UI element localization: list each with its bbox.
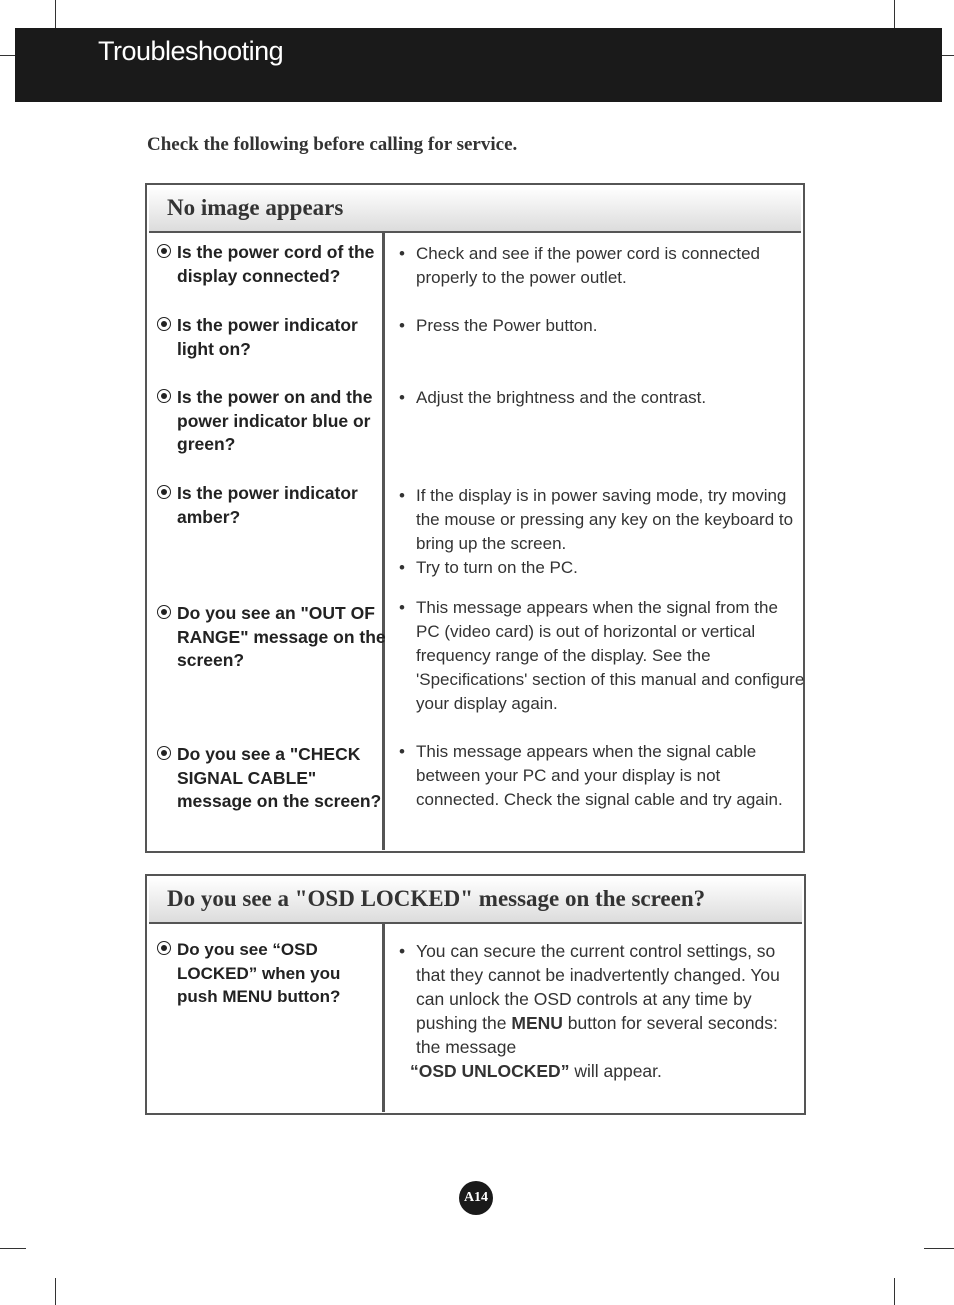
radio-bullet-icon [157,389,171,403]
menu-keyword: MENU [511,1013,563,1033]
answer-item [399,386,806,410]
radio-bullet-icon [157,941,171,955]
answer-text: You can secure the current control settings, so that they cannot be inadvertently changed. You can unlock the OSD controls at any time by pushing the [416,941,780,1033]
radio-bullet-icon [157,317,171,331]
section-header [149,878,802,924]
bullet-dot-icon: • [399,742,405,761]
answer-item [399,314,806,338]
question-item [157,602,387,673]
question-item [157,482,387,529]
question-text: Do you see an "OUT OF RANGE" message on the screen? [177,603,386,670]
question-item [157,386,387,457]
bullet-dot-icon: • [399,486,405,505]
section-title: No image appears [167,195,344,220]
crop-mark [924,1248,954,1249]
question-item [157,241,387,288]
crop-mark [0,1248,26,1249]
answer-item [399,939,794,1083]
section-title: Do you see a "OSD LOCKED" message on the screen? [167,886,706,911]
bullet-dot-icon: • [399,388,405,407]
answer-text: Check and see if the power cord is connected properly to the power outlet. [416,244,760,287]
bullet-dot-icon: • [399,244,405,263]
question-text: Do you see “OSD LOCKED” when you push MENU button? [177,940,341,1006]
answer-item [399,596,806,716]
crop-mark [894,1278,895,1305]
answer-item [399,484,806,556]
answer-text: Adjust the brightness and the contrast. [416,388,707,407]
radio-bullet-icon [157,244,171,258]
question-item [157,938,377,1009]
answer-item [399,242,806,290]
bullet-dot-icon: • [399,941,406,961]
radio-bullet-icon [157,485,171,499]
intro-text: Check the following before calling for service. [147,134,518,155]
answer-text: This message appears when the signal from the PC (video card) is out of horizontal or vertical frequency range of the display. See the 'Specifications' section of this manual and configure your display again. [416,598,805,713]
question-item [157,743,387,814]
radio-bullet-icon [157,605,171,619]
page-number: A14 [459,1181,493,1215]
question-text: Do you see a "CHECK SIGNAL CABLE" message on the screen? [177,744,382,811]
answer-text: button for several seconds: the message [416,1013,778,1057]
section-header [149,187,801,233]
answer-text: This message appears when the signal cable between your PC and your display is not connected. Check the signal cable and try again. [416,742,783,809]
bullet-dot-icon: • [399,558,405,577]
answer-text: Try to turn on the PC. [416,558,578,577]
crop-mark [894,0,895,28]
answer-text: will appear. [574,1061,662,1081]
crop-mark [942,55,954,56]
question-text: Is the power indicator amber? [177,483,358,527]
answer-text: If the display is in power saving mode, try moving the mouse or pressing any key on the keyboard to bring up the screen. [416,486,794,553]
radio-bullet-icon [157,746,171,760]
answer-text: Press the Power button. [416,316,598,335]
osd-unlocked-keyword: “OSD UNLOCKED” [410,1061,570,1081]
question-text: Is the power indicator light on? [177,315,358,359]
crop-mark [55,1278,56,1305]
question-text: Is the power on and the power indicator blue or green? [177,387,373,454]
crop-mark [0,55,15,56]
page-title: Troubleshooting [98,36,284,66]
question-text: Is the power cord of the display connected? [177,242,375,286]
question-item [157,314,387,361]
column-divider [382,924,385,1112]
bullet-dot-icon: • [399,598,405,617]
answer-item [399,556,806,580]
bullet-dot-icon: • [399,316,405,335]
crop-mark [55,0,56,28]
answer-item [399,740,806,812]
